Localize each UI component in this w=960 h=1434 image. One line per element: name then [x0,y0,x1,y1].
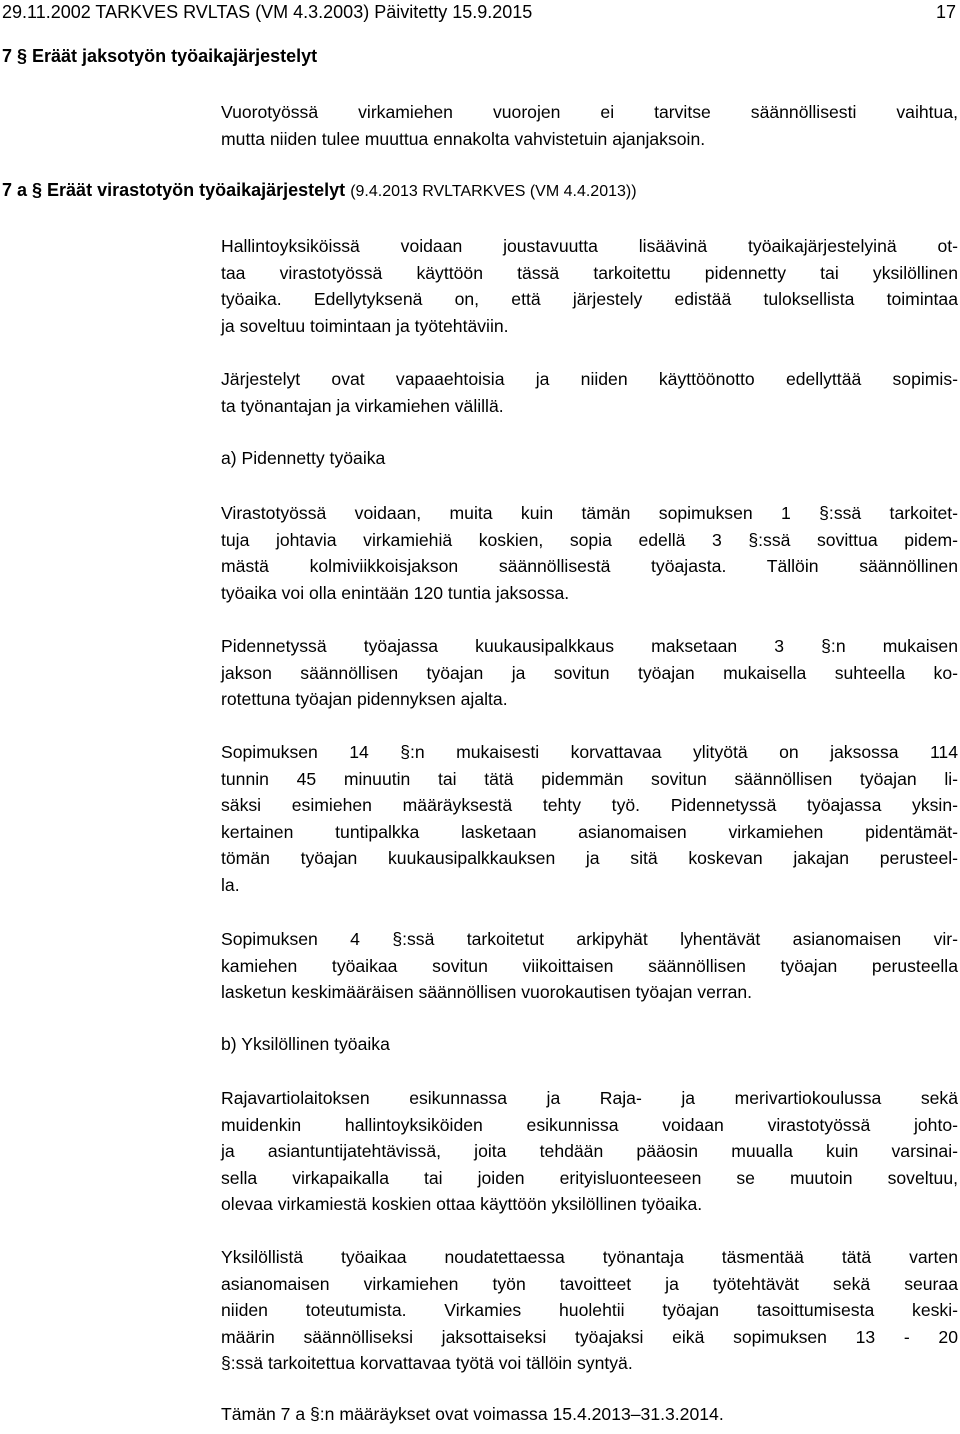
text-line: sella virkapaikalla tai joiden erityisluonteeseen se muutoin soveltuu, [221,1167,958,1188]
text-line: työaika voi olla enintään 120 tuntia jaksossa. [221,582,570,603]
section-7-title: 7 § Eräät jaksotyön työaikajärjestelyt [2,46,318,66]
text-line: Vuorotyössä virkamiehen vuorojen ei tarvitse säännöllisesti vaihtua, [221,102,958,122]
text-line: asianomaisen virkamiehen työn tavoitteet ja työtehtävät sekä seuraa [221,1273,958,1294]
paragraph-5 [221,739,958,899]
text-line: jakson säännöllisen työajan ja sovitun työajan mukaisella suhteella ko- [221,662,958,683]
text-line: mutta niiden tulee muuttua ennakolta vahvistetuin ajanjaksoin. [221,128,706,149]
text-line: taa virastotyössä käyttöön tässä tarkoitettu pidennetty tai yksilöllinen [221,262,958,283]
text-line: ta työnantajan ja virkamiehen välillä. [221,395,504,416]
text-line: tömän työajan kuukausipalkkauksen ja sitä koskevan jakajan perusteel- [221,848,958,869]
text-line: määrin säännölliseksi jaksottaiseksi työajaksi eikä sopimuksen 13 - 20 [221,1326,958,1347]
text-line: Hallintoyksiköissä voidaan joustavuutta lisäävinä työaikajärjestelyinä ot- [221,236,958,256]
text-line: ja soveltuu toimintaan ja työtehtäviin. [221,315,509,336]
text-line: työaika. Edellytyksenä on, että järjestely edistää tuloksellista toimintaa [221,289,958,310]
text-line: Järjestelyt ovat vapaaehtoisia ja niiden käyttöönotto edellyttää sopimis- [221,369,958,389]
page-header [0,0,960,30]
text-line: kertainen tuntipalkka lasketaan asianomaisen virkamiehen pidentämät- [221,821,958,842]
text-line: niiden toteutumista. Virkamies huolehtii työajan tasoittumisesta keski- [221,1300,958,1321]
text-line: Sopimuksen 14 §:n mukaisesti korvattavaa ylityötä on jaksossa 114 [221,742,958,762]
text-line: lasketun keskimääräisen säännöllisen vuorokautisen työajan verran. [221,982,753,1003]
section-7-paragraph [221,99,958,152]
text-line: ja asiantuntijatehtävissä, joita tehdään pääosin muualla kuin varsinai- [221,1141,958,1162]
text-line: §:ssä tarkoitettua korvattavaa työtä voi tällöin syntyä. [221,1353,633,1374]
paragraph-6 [221,926,958,1006]
text-line: tunnin 45 minuutin tai tätä pidemmän sovitun säännöllisen työajan li- [221,768,958,789]
paragraph-7 [221,1085,958,1218]
text-line: mästä kolmiviikkoisjakson säännöllisestä työajasta. Tällöin säännöllinen [221,556,958,577]
text-line: kamiehen työaikaa sovitun viikoittaisen säännöllisen työajan perusteella [221,955,958,976]
text-line: olevaa virkamiestä koskien ottaa käyttöön yksilöllinen työaika. [221,1194,703,1215]
text-line: tuja johtavia virkamiehiä koskien, sopia edellä 3 §:ssä sovittua pidem- [221,529,958,550]
paragraph-1 [221,233,958,339]
paragraph-3 [221,500,958,606]
section-7a-amendment-note: (9.4.2013 RVLTARKVES (VM 4.4.2013)) [350,183,637,200]
paragraph-8 [221,1244,958,1377]
subheading-a: a) Pidennetty työaika [221,448,386,468]
paragraph-9: Tämän 7 a §:n määräykset ovat voimassa 15.4.2013–31.3.2014. [221,1404,724,1424]
page-number: 17 [935,2,956,22]
paragraph-4 [221,633,958,713]
text-line: Pidennetyssä työajassa kuukausipalkkaus maksetaan 3 §:n mukaisen [221,636,958,656]
text-line: la. [221,874,240,895]
subheading-b: b) Yksilöllinen työaika [221,1034,390,1054]
text-line: Yksilöllistä työaikaa noudatettaessa työnantaja täsmentää tätä varten [221,1247,958,1267]
text-line: Virastotyössä voidaan, muita kuin tämän sopimuksen 1 §:ssä tarkoitet- [221,503,958,523]
header-text: 29.11.2002 TARKVES RVLTAS (VM 4.3.2003) Päivitetty 15.9.2015 [2,2,533,22]
text-line: Sopimuksen 4 §:ssä tarkoitetut arkipyhät lyhentävät asianomaisen vir- [221,929,958,949]
text-line: muidenkin hallintoyksiköiden esikunnissa voidaan virastotyössä johto- [221,1114,958,1135]
section-7a-heading: 7 a § Eräät virastotyön työaikajärjestelyt [2,180,346,200]
paragraph-2 [221,366,958,419]
text-line: rotettuna työajan pidennyksen ajalta. [221,689,508,710]
section-7a-title [2,180,637,201]
text-line: säksi esimiehen määräyksestä tehty työ. Pidennetyssä työajassa yksin- [221,795,958,816]
text-line: Rajavartiolaitoksen esikunnassa ja Raja- ja merivartiokoulussa sekä [221,1088,958,1108]
